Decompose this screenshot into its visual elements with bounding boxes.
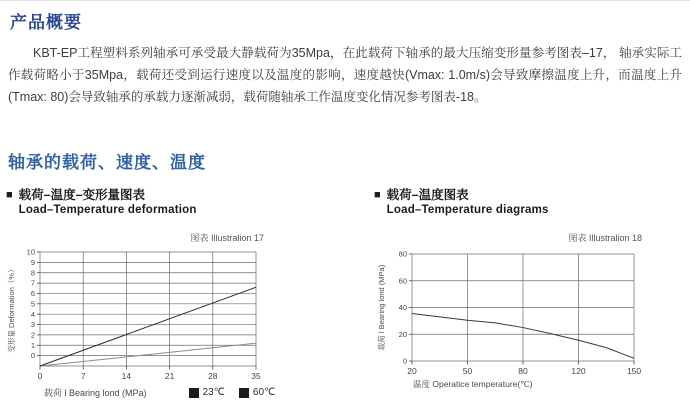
svg-text:2: 2 [30,330,35,340]
chart-right-title-en: Load–Temperature diagrams [386,204,549,216]
svg-text:60: 60 [398,276,407,286]
charts-row [0,188,690,399]
svg-text:5: 5 [30,299,35,309]
svg-text:7: 7 [80,371,86,381]
chart-left-title-en: Load–Temperature deformation [18,204,197,216]
svg-text:10: 10 [26,247,35,257]
section-title: 轴承的载荷、速度、温度 [8,153,206,172]
svg-text:80: 80 [518,366,528,376]
chart-left-legend [189,387,276,398]
svg-text:9: 9 [30,257,35,267]
legend-item-60c [239,387,275,398]
svg-text:温度 Operatice temperature(℃): 温度 Operatice temperature(℃) [413,379,533,389]
svg-text:28: 28 [208,371,218,381]
svg-text:载荷 l Bearing lond (MPa): 载荷 l Bearing lond (MPa) [377,264,386,351]
chart-right-header [374,188,690,218]
chart-left-title-zh: 载荷–温度–变形量图表 [18,188,146,202]
svg-text:35: 35 [251,371,261,381]
chart-right-titles [387,188,549,218]
svg-text:7: 7 [30,278,35,288]
legend-label-60c: 60℃ [252,387,276,398]
svg-text:8: 8 [30,268,35,278]
chart-left-column [0,188,368,399]
svg-text:变形量 Deformation（%）: 变形量 Deformation（%） [7,265,16,353]
svg-text:150: 150 [626,366,642,376]
svg-text:6: 6 [30,289,35,299]
chart-left-axis-legend-row [6,386,368,399]
chart-left-header [6,188,368,218]
document-page [0,8,690,415]
svg-text:0: 0 [30,351,35,361]
svg-text:4: 4 [30,309,35,319]
svg-text:120: 120 [571,366,586,376]
load-temperature-deformation-chart [6,246,286,384]
chart-left-titles [19,188,197,218]
chart-right-title-zh: 载荷–温度图表 [386,188,469,202]
chart-right-column [368,188,690,399]
chart-right-caption: 图表 Illustralion 18 [568,233,642,243]
legend-item-23c [189,387,225,398]
svg-text:0: 0 [37,371,43,381]
page-title: 产品概要 [10,13,82,32]
svg-text:3: 3 [30,320,35,330]
svg-text:14: 14 [121,371,132,381]
svg-text:0: 0 [402,356,407,366]
legend-swatch-60c-icon [239,388,249,398]
intro-paragraph: KBT-EP工程塑料系列轴承可承受最大静载荷为35Mpa，在此载荷下轴承的最大压缩变形量参考图表–17， 轴承实际工作载荷略小于35Mpa，载荷还受到运行速度以及温度的影响，速度越快(Vmax: 1.0m/s)会导致摩擦温度上升，而温度上升(Tmax: 80)会导致轴承的承载力逐渐减弱，载荷随轴承工作温度变化情况参考图表-18。 [8,46,682,104]
legend-swatch-23c-icon [189,388,199,398]
load-temperature-chart [374,246,659,398]
svg-text:50: 50 [462,366,473,376]
svg-text:20: 20 [407,366,417,376]
square-bullet-icon: ■ [6,189,13,201]
svg-text:20: 20 [398,329,407,339]
square-bullet-icon: ■ [374,189,381,201]
svg-text:21: 21 [164,371,175,381]
chart-left-caption: 图表 Illustralion 17 [190,233,264,243]
legend-label-23c: 23℃ [202,387,225,398]
svg-text:1: 1 [30,340,35,350]
chart-left-xaxis-label: 载荷 l Bearing lond (MPa) [44,388,147,398]
svg-text:80: 80 [398,249,407,259]
svg-text:40: 40 [398,303,407,313]
